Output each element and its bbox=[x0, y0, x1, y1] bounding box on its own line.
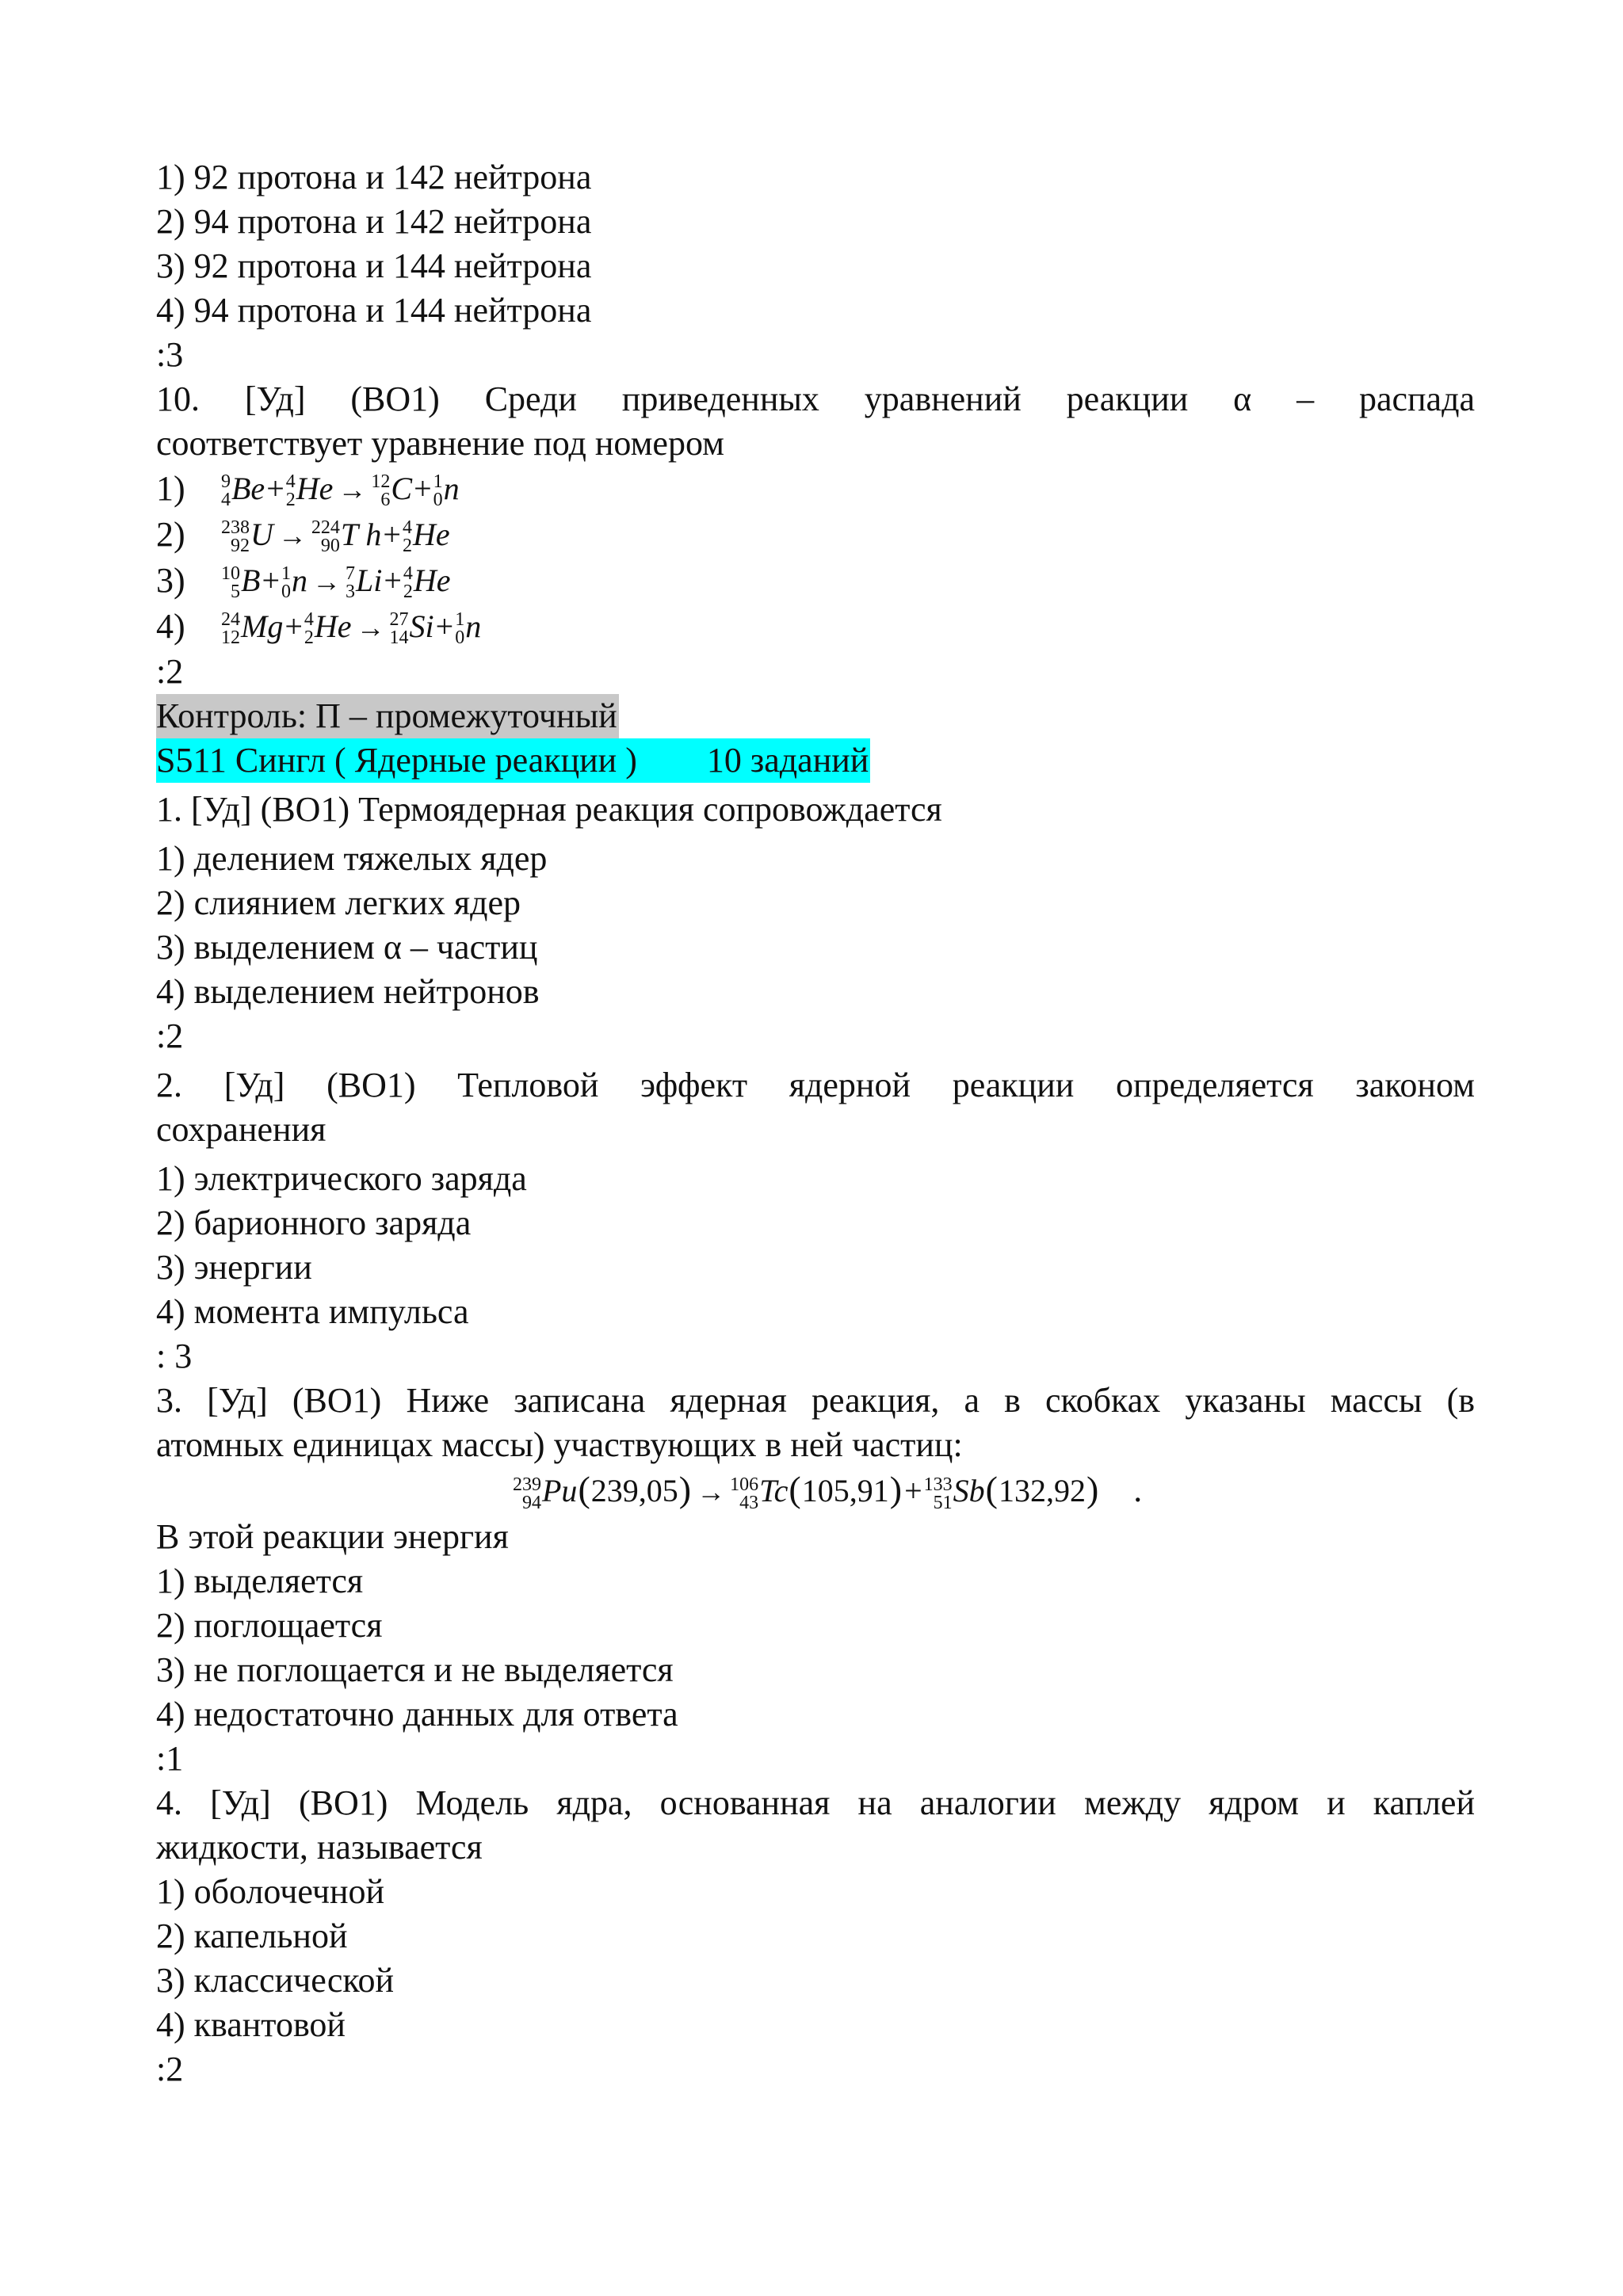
document-content bbox=[156, 155, 1475, 2092]
control-label-line bbox=[156, 694, 1475, 738]
q3-text-line1: 3. [Уд] (ВО1) Ниже записана ядерная реакция, а в скобках указаны массы (в bbox=[156, 1381, 1475, 1420]
nuclear-equation-1: 9 4 Be+ 4 2 He → 12 6 C+ 1 0 n bbox=[221, 470, 460, 511]
q4-answer: :2 bbox=[156, 2050, 184, 2088]
q1-answer: :2 bbox=[156, 1016, 184, 1055]
q10-option-number: 1) bbox=[156, 469, 185, 508]
section-label: S511 Сингл ( Ядерные реакции ) 10 заданий bbox=[156, 738, 870, 783]
q10-text-line2: соответствует уравнение под номером bbox=[156, 424, 724, 463]
mass-pu: 239,05 bbox=[590, 1473, 678, 1508]
q4-option-3: 3) классической bbox=[156, 1961, 395, 2000]
q2-text-line1: 2. [Уд] (ВО1) Тепловой эффект ядерной реакции определяется законом bbox=[156, 1066, 1475, 1104]
q2-option-1: 1) электрического заряда bbox=[156, 1159, 527, 1198]
q3-text-line3: В этой реакции энергия bbox=[156, 1517, 509, 1556]
q1-text: 1. [Уд] (ВО1) Термоядерная реакция сопровождается bbox=[156, 790, 942, 829]
q3-option-1: 1) выделяется bbox=[156, 1562, 364, 1600]
prev-option-3: 3) 92 протона и 144 нейтрона bbox=[156, 246, 592, 285]
q10-option-2 bbox=[156, 512, 1475, 558]
mass-sb: 132,92 bbox=[998, 1473, 1086, 1508]
q4-text-line1: 4. [Уд] (ВО1) Модель ядра, основанная на аналогии между ядром и каплей bbox=[156, 1783, 1475, 1822]
q1-option-3: 3) выделением α – частиц bbox=[156, 928, 538, 967]
q3-text-line2: атомных единицах массы) участвующих в ней частиц: bbox=[156, 1425, 963, 1464]
q10-option-3 bbox=[156, 558, 1475, 604]
prev-option-4: 4) 94 протона и 144 нейтрона bbox=[156, 291, 592, 330]
q2-option-3: 3) энергии bbox=[156, 1248, 312, 1287]
q10-answer: :2 bbox=[156, 652, 184, 691]
q10-option-1 bbox=[156, 466, 1475, 512]
prev-option-1: 1) 92 протона и 142 нейтрона bbox=[156, 158, 592, 196]
control-label: Контроль: П – промежуточный bbox=[156, 694, 619, 738]
nuclear-equation-4: 24 12 Mg+ 4 2 He → 27 14 Si+ 1 0 n bbox=[221, 608, 482, 649]
q4-option-4: 4) квантовой bbox=[156, 2005, 346, 2044]
q10-text-line1: 10. [Уд] (ВО1) Среди приведенных уравнений реакции α – распада bbox=[156, 379, 1475, 418]
q1-option-2: 2) слиянием легких ядер bbox=[156, 883, 521, 922]
q1-option-4: 4) выделением нейтронов bbox=[156, 972, 540, 1011]
prev-answer: :3 bbox=[156, 335, 184, 374]
q2-option-4: 4) момента импульса bbox=[156, 1292, 469, 1331]
prev-option-2: 2) 94 протона и 142 нейтрона bbox=[156, 202, 592, 241]
nuclear-equation-3: 10 5 B+ 1 0 n → 7 3 Li+ 4 2 He bbox=[221, 562, 451, 603]
q4-text-line2: жидкости, называется bbox=[156, 1828, 483, 1867]
q3-reaction-equation: 239 94 Pu(239,05) → 106 43 Tc(105,91)+ 133 51 Sb(132,92) . bbox=[513, 1469, 1143, 1513]
q4-option-2: 2) капельной bbox=[156, 1917, 348, 1955]
q3-option-2: 2) поглощается bbox=[156, 1606, 383, 1645]
q3-answer: :1 bbox=[156, 1739, 184, 1778]
q4-option-1: 1) оболочечной bbox=[156, 1872, 385, 1911]
q10-option-number: 3) bbox=[156, 561, 185, 600]
q3-option-4: 4) недостаточно данных для ответа bbox=[156, 1695, 678, 1733]
section-label-line bbox=[156, 738, 1475, 783]
q2-option-2: 2) барионного заряда bbox=[156, 1203, 472, 1242]
q10-option-4 bbox=[156, 604, 1475, 650]
nuclear-equation-2: 238 92 U → 224 90 T h+ 4 2 He bbox=[221, 516, 450, 557]
q2-answer: : 3 bbox=[156, 1337, 193, 1375]
q3-option-3: 3) не поглощается и не выделяется bbox=[156, 1650, 674, 1689]
mass-tc: 105,91 bbox=[801, 1473, 889, 1508]
q10-option-number: 4) bbox=[156, 607, 185, 646]
q10-option-number: 2) bbox=[156, 515, 185, 554]
q1-option-1: 1) делением тяжелых ядер bbox=[156, 839, 548, 878]
q2-text-line2: сохранения bbox=[156, 1110, 327, 1149]
